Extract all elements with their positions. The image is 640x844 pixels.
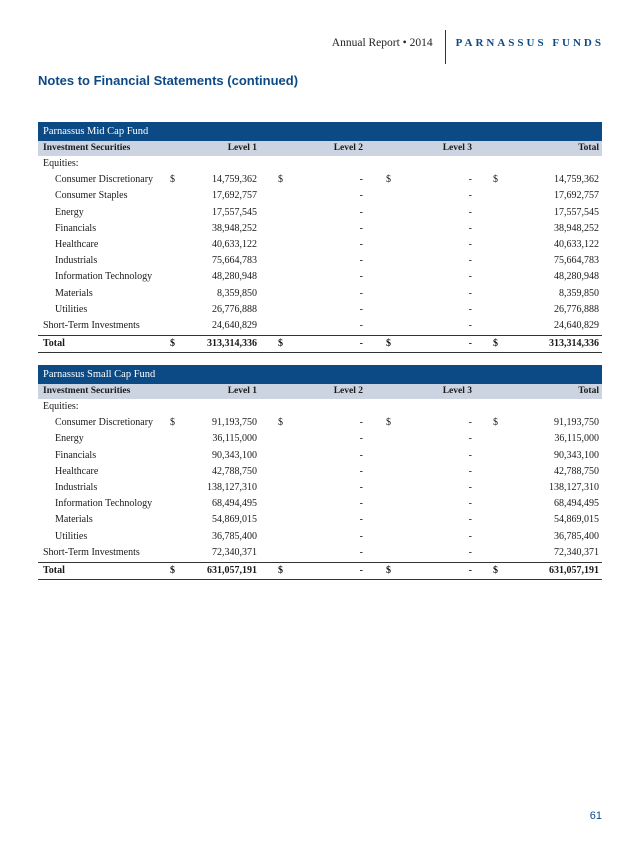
currency-symbol: $ bbox=[170, 564, 175, 576]
col-total: Total bbox=[578, 386, 599, 396]
currency-symbol: $ bbox=[278, 417, 283, 429]
row-label: Materials bbox=[55, 514, 93, 526]
currency-symbol: $ bbox=[386, 174, 391, 186]
table-row bbox=[38, 431, 602, 447]
row-label: Energy bbox=[55, 206, 84, 218]
level-1-value: 90,343,100 bbox=[212, 449, 257, 461]
level-2-value: - bbox=[359, 498, 363, 510]
level-3-value: - bbox=[468, 255, 472, 267]
section-title: Notes to Financial Statements (continued) bbox=[38, 73, 299, 88]
level-2-value: - bbox=[359, 190, 363, 202]
total-value: 36,785,400 bbox=[554, 530, 599, 542]
col-level-2: Level 2 bbox=[333, 143, 363, 153]
level-1-value: 313,314,336 bbox=[207, 338, 257, 350]
row-label: Industrials bbox=[55, 255, 98, 267]
level-3-value: - bbox=[468, 498, 472, 510]
row-label: Short-Term Investments bbox=[43, 546, 140, 558]
currency-symbol: $ bbox=[386, 338, 391, 350]
row-label: Consumer Discretionary bbox=[55, 417, 154, 429]
table-row bbox=[38, 448, 602, 464]
total-value: 26,776,888 bbox=[554, 303, 599, 315]
col-total: Total bbox=[578, 143, 599, 153]
table-row bbox=[38, 480, 602, 496]
row-label: Financials bbox=[55, 449, 97, 461]
currency-symbol: $ bbox=[386, 564, 391, 576]
table-row bbox=[38, 496, 602, 512]
level-2-value: - bbox=[359, 255, 363, 267]
table-row bbox=[38, 529, 602, 545]
row-label: Consumer Staples bbox=[55, 190, 128, 202]
level-3-value: - bbox=[468, 564, 472, 576]
row-label: Materials bbox=[55, 287, 93, 299]
col-investment-securities: Investment Securities bbox=[43, 143, 131, 153]
row-label: Industrials bbox=[55, 481, 98, 493]
level-1-value: 14,759,362 bbox=[212, 174, 257, 186]
table-row bbox=[38, 237, 602, 253]
level-3-value: - bbox=[468, 481, 472, 493]
table-row bbox=[38, 188, 602, 204]
level-1-value: 26,776,888 bbox=[212, 303, 257, 315]
table-row bbox=[38, 302, 602, 318]
level-2-value: - bbox=[359, 417, 363, 429]
col-level-3: Level 3 bbox=[442, 143, 472, 153]
total-value: 72,340,371 bbox=[554, 546, 599, 558]
level-2-value: - bbox=[359, 174, 363, 186]
row-label: Healthcare bbox=[55, 238, 99, 250]
currency-symbol: $ bbox=[278, 338, 283, 350]
level-3-value: - bbox=[468, 465, 472, 477]
level-3-value: - bbox=[468, 338, 472, 350]
level-2-value: - bbox=[359, 564, 363, 576]
total-value: 48,280,948 bbox=[554, 271, 599, 283]
level-2-value: - bbox=[359, 238, 363, 250]
level-1-value: 138,127,310 bbox=[207, 481, 257, 493]
level-1-value: 42,788,750 bbox=[212, 465, 257, 477]
level-1-value: 36,785,400 bbox=[212, 530, 257, 542]
level-2-value: - bbox=[359, 319, 363, 331]
table-row bbox=[38, 318, 602, 334]
group-label-row bbox=[38, 399, 602, 415]
level-2-value: - bbox=[359, 206, 363, 218]
total-value: 631,057,191 bbox=[549, 564, 599, 576]
level-2-value: - bbox=[359, 271, 363, 283]
level-3-value: - bbox=[468, 222, 472, 234]
level-1-value: 54,869,015 bbox=[212, 514, 257, 526]
level-1-value: 17,692,757 bbox=[212, 190, 257, 202]
level-3-value: - bbox=[468, 449, 472, 461]
total-value: 138,127,310 bbox=[549, 481, 599, 493]
table-row bbox=[38, 221, 602, 237]
level-2-value: - bbox=[359, 514, 363, 526]
total-value: 14,759,362 bbox=[554, 174, 599, 186]
row-label: Financials bbox=[55, 222, 97, 234]
row-label: Short-Term Investments bbox=[43, 319, 140, 331]
level-2-value: - bbox=[359, 465, 363, 477]
total-value: 90,343,100 bbox=[554, 449, 599, 461]
level-1-value: 631,057,191 bbox=[207, 564, 257, 576]
table-row bbox=[38, 545, 602, 561]
level-1-value: 24,640,829 bbox=[212, 319, 257, 331]
small-cap-fund-table bbox=[38, 365, 602, 580]
currency-symbol: $ bbox=[278, 564, 283, 576]
table-row bbox=[38, 205, 602, 221]
level-1-value: 72,340,371 bbox=[212, 546, 257, 558]
row-label: Information Technology bbox=[55, 498, 153, 510]
mid-cap-fund-table bbox=[38, 122, 602, 353]
level-2-value: - bbox=[359, 546, 363, 558]
total-value: 17,692,757 bbox=[554, 190, 599, 202]
fund-title: Parnassus Mid Cap Fund bbox=[38, 122, 602, 141]
level-2-value: - bbox=[359, 481, 363, 493]
level-1-value: 36,115,000 bbox=[212, 433, 257, 445]
total-value: 24,640,829 bbox=[554, 319, 599, 331]
level-2-value: - bbox=[359, 303, 363, 315]
row-label: Healthcare bbox=[55, 465, 99, 477]
row-label: Information Technology bbox=[55, 271, 153, 283]
level-3-value: - bbox=[468, 433, 472, 445]
level-3-value: - bbox=[468, 190, 472, 202]
level-1-value: 75,664,783 bbox=[212, 255, 257, 267]
group-label-row bbox=[38, 156, 602, 172]
total-value: 36,115,000 bbox=[554, 433, 599, 445]
total-value: 17,557,545 bbox=[554, 206, 599, 218]
table-row bbox=[38, 172, 602, 188]
level-2-value: - bbox=[359, 433, 363, 445]
col-level-2: Level 2 bbox=[333, 386, 363, 396]
level-3-value: - bbox=[468, 303, 472, 315]
col-level-1: Level 1 bbox=[227, 143, 257, 153]
col-investment-securities: Investment Securities bbox=[43, 386, 131, 396]
table-row bbox=[38, 253, 602, 269]
level-1-value: 8,359,850 bbox=[217, 287, 257, 299]
total-value: 42,788,750 bbox=[554, 465, 599, 477]
level-2-value: - bbox=[359, 222, 363, 234]
page-number: 61 bbox=[589, 810, 602, 822]
total-value: 54,869,015 bbox=[554, 514, 599, 526]
row-label: Consumer Discretionary bbox=[55, 174, 154, 186]
total-value: 40,633,122 bbox=[554, 238, 599, 250]
table-row bbox=[38, 269, 602, 285]
table-row bbox=[38, 286, 602, 302]
currency-symbol: $ bbox=[493, 174, 498, 186]
row-label: Total bbox=[43, 338, 65, 350]
page-header bbox=[332, 30, 604, 56]
currency-symbol: $ bbox=[170, 174, 175, 186]
table-row bbox=[38, 415, 602, 431]
table-row bbox=[38, 512, 602, 528]
level-1-value: 38,948,252 bbox=[212, 222, 257, 234]
level-2-value: - bbox=[359, 338, 363, 350]
level-2-value: - bbox=[359, 530, 363, 542]
level-3-value: - bbox=[468, 417, 472, 429]
currency-symbol: $ bbox=[493, 338, 498, 350]
currency-symbol: $ bbox=[170, 338, 175, 350]
level-1-value: 17,557,545 bbox=[212, 206, 257, 218]
level-2-value: - bbox=[359, 449, 363, 461]
total-value: 38,948,252 bbox=[554, 222, 599, 234]
row-label: Utilities bbox=[55, 530, 88, 542]
level-3-value: - bbox=[468, 530, 472, 542]
column-header-row bbox=[38, 384, 602, 399]
currency-symbol: $ bbox=[170, 417, 175, 429]
level-2-value: - bbox=[359, 287, 363, 299]
header-divider bbox=[445, 30, 446, 64]
row-label: Utilities bbox=[55, 303, 88, 315]
col-level-3: Level 3 bbox=[442, 386, 472, 396]
report-label: Annual Report • 2014 bbox=[331, 37, 433, 49]
currency-symbol: $ bbox=[386, 417, 391, 429]
group-label: Equities: bbox=[43, 158, 79, 169]
column-header-row bbox=[38, 141, 602, 156]
level-3-value: - bbox=[468, 546, 472, 558]
currency-symbol: $ bbox=[493, 564, 498, 576]
total-value: 68,494,495 bbox=[554, 498, 599, 510]
currency-symbol: $ bbox=[493, 417, 498, 429]
currency-symbol: $ bbox=[278, 174, 283, 186]
table-row bbox=[38, 464, 602, 480]
level-3-value: - bbox=[468, 271, 472, 283]
level-3-value: - bbox=[468, 287, 472, 299]
level-1-value: 91,193,750 bbox=[212, 417, 257, 429]
level-3-value: - bbox=[468, 514, 472, 526]
level-3-value: - bbox=[468, 174, 472, 186]
row-label: Total bbox=[43, 564, 65, 576]
level-3-value: - bbox=[468, 238, 472, 250]
total-row bbox=[38, 562, 602, 580]
col-level-1: Level 1 bbox=[227, 386, 257, 396]
total-value: 8,359,850 bbox=[559, 287, 599, 299]
total-row bbox=[38, 335, 602, 353]
level-3-value: - bbox=[468, 206, 472, 218]
level-1-value: 40,633,122 bbox=[212, 238, 257, 250]
fund-title: Parnassus Small Cap Fund bbox=[38, 365, 602, 384]
level-1-value: 68,494,495 bbox=[212, 498, 257, 510]
total-value: 91,193,750 bbox=[554, 417, 599, 429]
total-value: 313,314,336 bbox=[549, 338, 599, 350]
group-label: Equities: bbox=[43, 401, 79, 412]
total-value: 75,664,783 bbox=[554, 255, 599, 267]
level-3-value: - bbox=[468, 319, 472, 331]
brand-name: PARNASSUS FUNDS bbox=[455, 37, 604, 49]
row-label: Energy bbox=[55, 433, 84, 445]
level-1-value: 48,280,948 bbox=[212, 271, 257, 283]
